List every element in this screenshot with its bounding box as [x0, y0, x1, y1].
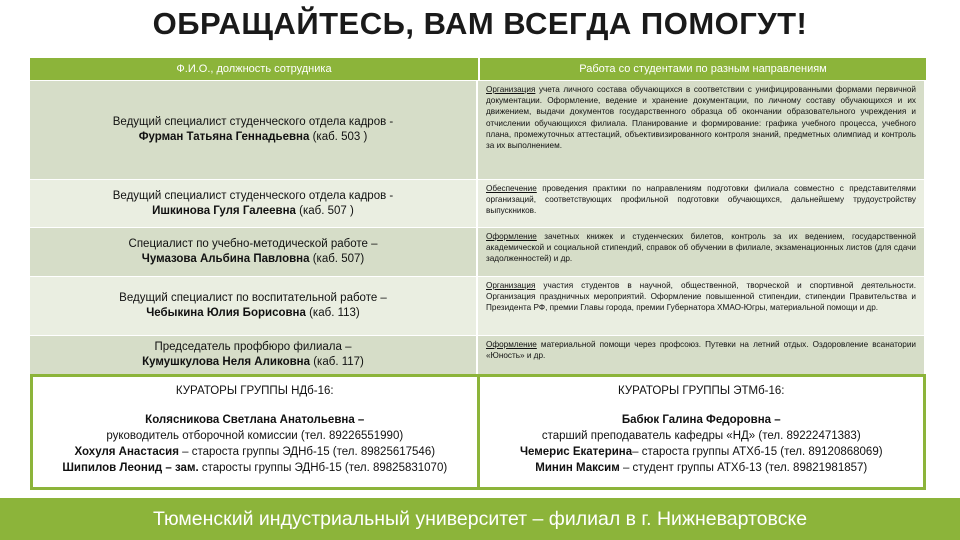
staff-name: Кумушкулова Неля Аликовна: [142, 356, 311, 368]
staff-cell: [30, 81, 478, 179]
curator-name: Колясникова Светлана Анатольевна –: [145, 414, 365, 426]
staff-cell: [30, 277, 478, 335]
work-keyword: Оформление: [486, 340, 537, 349]
work-cell: [478, 180, 924, 227]
header-staff: Ф.И.О., должность сотрудника: [30, 58, 480, 80]
elder-info: – староста группы ЭДНб-15 (тел. 89825617546): [178, 446, 436, 458]
work-cell: [478, 277, 924, 335]
work-keyword: Организация: [486, 85, 536, 94]
work-description: участия студентов в научной, общественной, творческой и спортивной деятельности. Организация праздничных мероприятий. Оформление повышенной стипендии, стипендии Правительства и Президента РФ, премии Главы города, премии Губернатора ХМАО-Югры, материальной помощи и др.: [486, 281, 916, 313]
elder-info: – староста группы АТХб-15 (тел. 89120868069): [632, 446, 883, 458]
table-row: [30, 276, 926, 335]
staff-cell: [30, 336, 478, 374]
table-row: [30, 80, 926, 179]
work-description: учета личного состава обучающихся в соответствии с унифицированными формами первичной документации. Оформление, ведение и хранение документации, по личному составу обучающихся и их движением, выдачи документов государственного образца об окончании образовательного учреждения и отчислении обучающихся филиала. Планирование и формирование: графика учебного процесса, учебного плана, промежуточных аттестаций, объективизированного контроля знаний, предметных олимпиад и контроль за их выполнением.: [486, 85, 916, 151]
work-cell: [478, 81, 924, 179]
staff-name: Чебыкина Юлия Борисовна: [146, 307, 306, 319]
table-header: [30, 58, 926, 80]
work-keyword: Оформление: [486, 232, 537, 241]
work-cell: [478, 228, 924, 276]
work-description: материальной помощи через профсоюз. Путевки на летний отдых. Оздоровление всанатории «Юность» и др.: [486, 340, 916, 361]
staff-position: Ведущий специалист студенческого отдела кадров -: [112, 189, 394, 202]
curators-heading: КУРАТОРЫ ГРУППЫ НДб-16:: [175, 385, 334, 397]
deputy-name: Шипилов Леонид – зам.: [62, 462, 199, 474]
work-keyword: Обеспечение: [486, 184, 537, 193]
curators-box: [30, 374, 926, 490]
elder-name: Хохуля Анастасия: [74, 446, 179, 458]
work-description: зачетных книжек и студенческих билетов, контроль за их ведением, государственной академической и социальной стипендий, справок об обучении в филиале, экзаменационных листов (для сдачи задолженностей) и др.: [486, 232, 916, 264]
staff-cell: [30, 180, 478, 227]
header-work: Работа со студентами по разным направлениям: [579, 63, 827, 75]
table-row: [30, 179, 926, 227]
page-title: ОБРАЩАЙТЕСЬ, ВАМ ВСЕГДА ПОМОГУТ!: [152, 6, 808, 41]
work-cell: [478, 336, 924, 374]
staff-table: [30, 58, 926, 374]
staff-room: (каб. 113): [305, 307, 360, 319]
table-row: [30, 335, 926, 374]
curators-heading: КУРАТОРЫ ГРУППЫ ЭТМб-16:: [618, 385, 785, 397]
staff-name: Чумазова Альбина Павловна: [141, 253, 310, 265]
staff-cell: [30, 228, 478, 276]
staff-name: Фурман Татьяна Геннадьевна: [138, 131, 310, 143]
student-info: – студент группы АТХб-13 (тел. 89821981857): [619, 462, 868, 474]
staff-name: Ишкинова Гуля Галеевна: [152, 204, 296, 217]
table-row: [30, 227, 926, 276]
staff-position: Специалист по учебно-методической работе –: [128, 238, 378, 250]
staff-position: Председатель профбюро филиала –: [154, 341, 352, 353]
staff-room: (каб. 503 ): [309, 131, 368, 143]
staff-room: (каб. 507): [309, 253, 365, 265]
student-name: Минин Максим: [535, 462, 620, 474]
curators-etmb: [480, 377, 924, 487]
deputy-info: старосты группы ЭДНб-15 (тел. 89825831070): [198, 462, 448, 474]
work-description: проведения практики по направлениям подготовки филиала совместно с представителями организаций, соответствующих профильной подготовки обучающихся, дальнейшему трудоустройству выпускников.: [486, 184, 916, 216]
curator-role: старший преподаватель кафедры «НД» (тел. 89222471383): [541, 430, 861, 442]
curator-name: Бабюк Галина Федоровна –: [621, 414, 781, 426]
work-keyword: Организация: [486, 281, 536, 290]
footer-university: Тюменский индустриальный университет – филиал в г. Нижневартовске: [0, 498, 960, 540]
elder-name: Чемерис Екатерина: [519, 446, 633, 458]
staff-position: Ведущий специалист студенческого отдела кадров -: [112, 116, 394, 128]
staff-position: Ведущий специалист по воспитательной работе –: [119, 292, 387, 304]
curator-role: руководитель отборочной комиссии (тел. 89226551990): [106, 430, 404, 442]
staff-room: (каб. 507 ): [295, 204, 354, 217]
curators-ndb: [33, 377, 480, 487]
staff-room: (каб. 117): [310, 356, 364, 368]
